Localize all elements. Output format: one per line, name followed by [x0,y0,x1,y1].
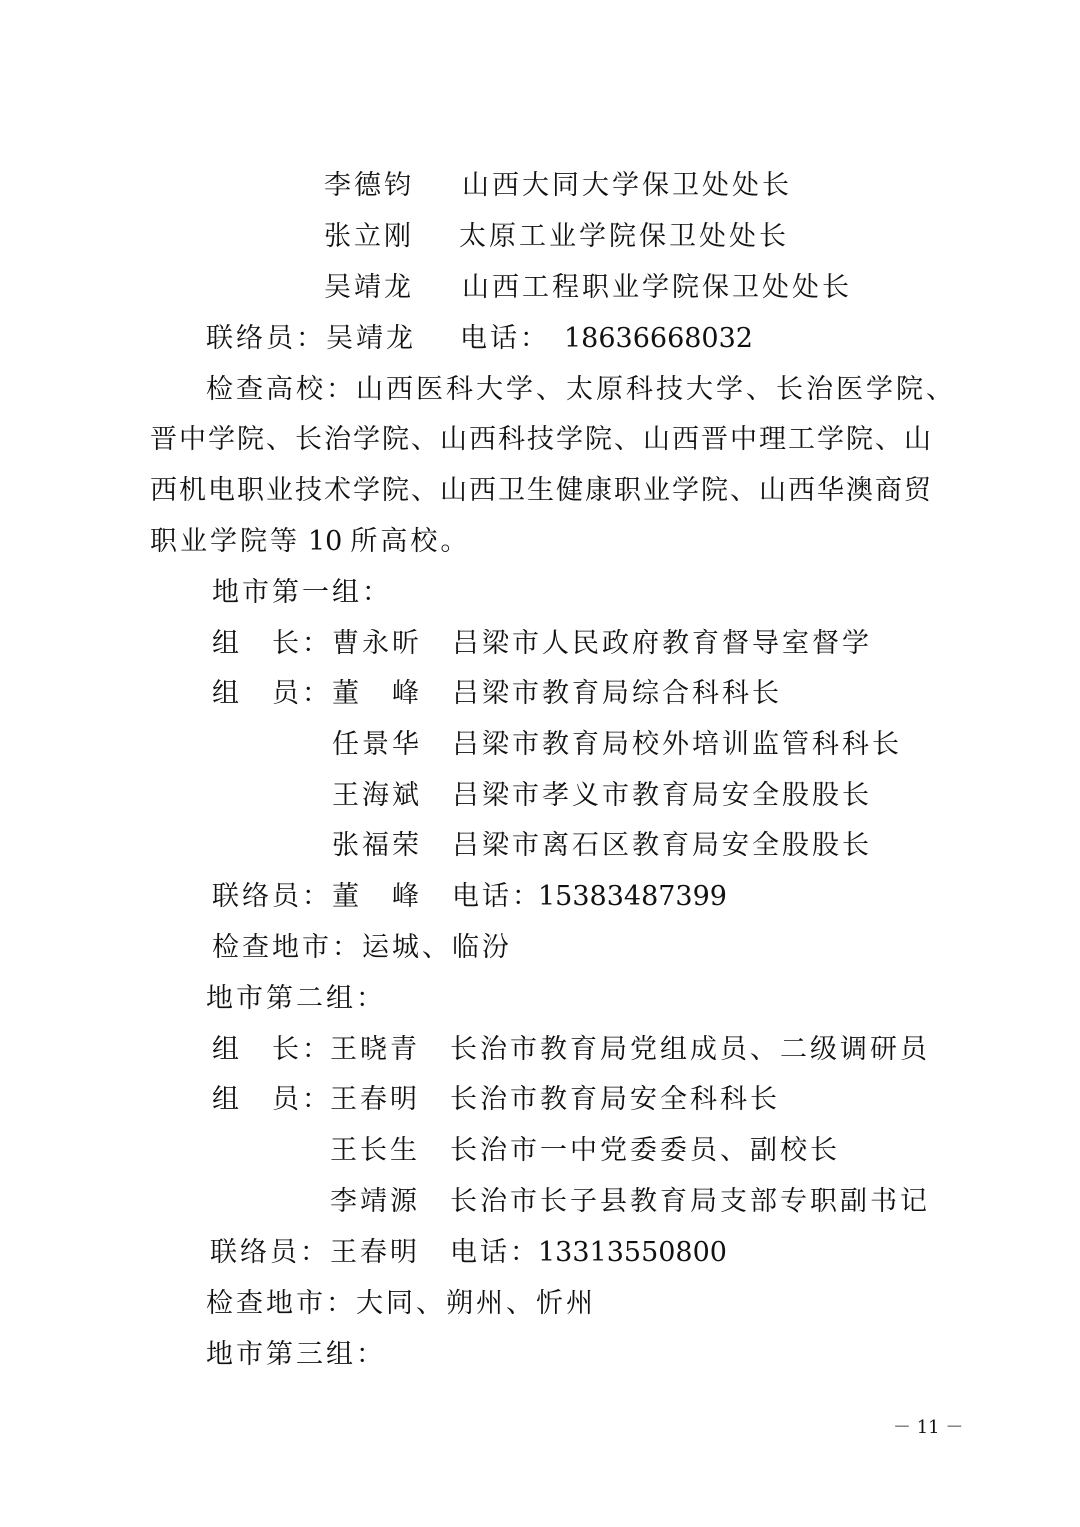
member-name: 张立刚 [324,221,414,252]
role-label: 组 员： [212,678,332,709]
role-label: 组 长： [212,1034,332,1065]
member-name: 王春明 [330,1084,420,1115]
member-line [330,1184,930,1220]
paragraph-text: 职业学院等 [150,526,300,557]
phone-number: 18636668032 [564,323,753,354]
inspection-line: 检查地市：大同、朔州、忻州 [206,1288,596,1319]
leader-line [212,626,872,662]
phone-label: 电话： [450,1237,540,1268]
role-label: 组 长： [212,628,332,659]
paragraph-line: 西机电职业技术学院、山西卫生健康职业学院、山西华澳商贸 [150,475,933,506]
member-line [332,778,872,814]
member-line [324,168,792,204]
role-label: 组 员： [212,1084,332,1115]
member-title: 吕梁市孝义市教育局安全股股长 [452,780,872,811]
member-name: 李靖源 [330,1186,420,1217]
member-name: 张福荣 [332,830,422,861]
member-line [332,828,872,864]
paragraph-line: 晋中学院、长治学院、山西科技学院、山西晋中理工学院、山 [150,424,933,455]
member-name: 董 峰 [332,678,422,709]
liaison-line [212,879,727,915]
member-title: 长治市一中党委委员、副校长 [450,1135,840,1166]
liaison-line [206,321,753,357]
member-title: 太原工业学院保卫处处长 [459,221,789,252]
member-line [330,1133,840,1169]
phone-number: 13313550800 [538,1237,727,1268]
liaison-label: 联络员：董 峰 [212,881,422,912]
paragraph-line: 检查高校：山西医科大学、太原科技大学、长治医学院、 [206,374,956,405]
group-heading: 地市第一组： [212,577,392,608]
member-title: 山西工程职业学院保卫处处长 [462,272,852,303]
group-heading: 地市第三组： [206,1339,386,1370]
member-name: 王晓青 [330,1034,420,1065]
member-title: 吕梁市教育局校外培训监管科科长 [452,729,902,760]
member-name: 曹永昕 [332,628,422,659]
member-line [324,219,789,255]
leader-line [212,1032,930,1068]
inspection-line: 检查地市：运城、临汾 [212,932,512,963]
member-title: 吕梁市离石区教育局安全股股长 [452,830,872,861]
member-title: 吕梁市教育局综合科科长 [452,678,782,709]
member-line [324,270,852,306]
phone-label: 电话： [460,323,550,354]
member-name: 吴靖龙 [324,272,414,303]
member-title: 长治市长子县教育局支部专职副书记 [450,1186,930,1217]
member-line [332,727,902,763]
member-name: 王海斌 [332,780,422,811]
page-number: － 11 － [893,1417,964,1438]
member-title: 长治市教育局党组成员、二级调研员 [450,1034,930,1065]
group-heading: 地市第二组： [206,983,386,1014]
member-line [212,1082,780,1118]
member-title: 长治市教育局安全科科长 [450,1084,780,1115]
member-name: 李德钧 [324,170,414,201]
liaison-label: 联络员：王春明 [210,1237,420,1268]
liaison-line [210,1235,727,1271]
phone-label: 电话： [452,881,542,912]
member-title: 山西大同大学保卫处处长 [462,170,792,201]
member-title: 吕梁市人民政府教育督导室督学 [452,628,872,659]
school-count: 10 [308,526,343,557]
member-name: 任景华 [332,729,422,760]
liaison-label: 联络员：吴靖龙 [206,323,416,354]
member-line [212,676,782,712]
phone-number: 15383487399 [538,881,727,912]
paragraph-text: 所高校。 [350,526,471,557]
paragraph-line [150,524,470,560]
member-name: 王长生 [330,1135,420,1166]
